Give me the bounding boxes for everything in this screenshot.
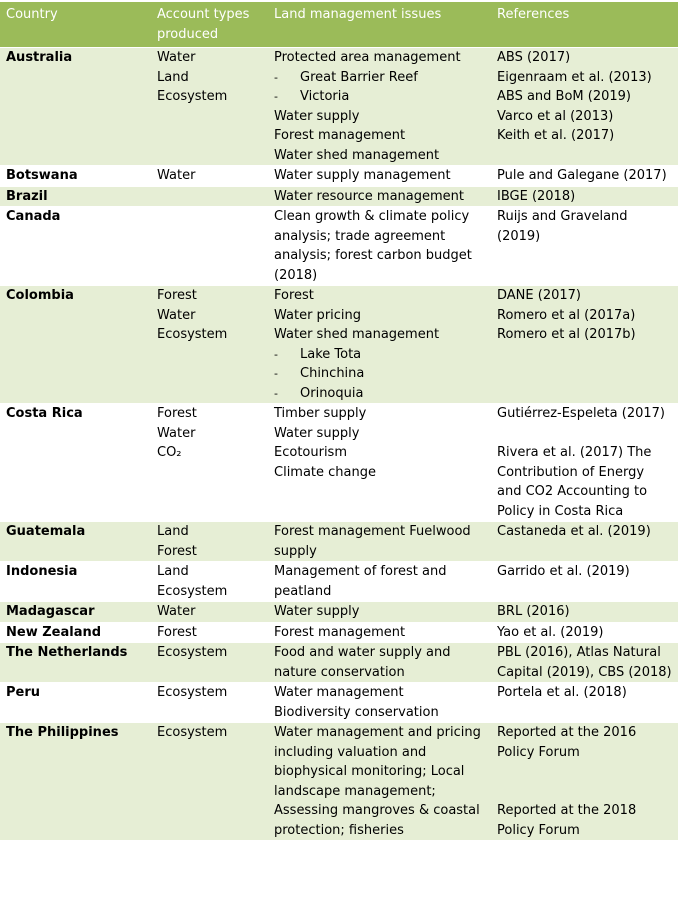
reference-spacer (497, 424, 672, 444)
country-cell: Madagascar (0, 602, 151, 623)
references-cell (491, 602, 678, 623)
table-row (0, 207, 678, 286)
header-land-management-issues: Land management issues (268, 2, 491, 48)
country-cell: The Netherlands (0, 643, 151, 683)
land-management-issues-cell (268, 562, 491, 602)
account-types-cell (151, 622, 268, 643)
country-cell: Peru (0, 683, 151, 723)
account-type: Water (157, 307, 196, 323)
reference-item: Reported at the 2016 Policy Forum (497, 725, 637, 760)
account-type: Forest (157, 406, 197, 421)
header-references: References (491, 2, 678, 48)
reference-item: Varco et al (2013) (497, 108, 614, 124)
account-types-cell (151, 562, 268, 602)
reference-item: Rivera et al. (2017) The Contribution of Energy and CO2 Accounting to Policy in Costa Rica (497, 445, 652, 519)
table-row (0, 602, 678, 623)
country-cell: Canada (0, 207, 151, 286)
account-type: Forest (157, 624, 197, 640)
account-type: Forest (157, 543, 197, 559)
land-management-issues-cell (268, 404, 491, 522)
reference-item: Garrido et al. (2019) (497, 564, 630, 579)
reference-item: Yao et al. (2019) (497, 624, 604, 640)
issue-item: Forest management Fuelwood supply (274, 524, 471, 559)
account-type: Ecosystem (157, 645, 228, 660)
account-types-cell (151, 602, 268, 623)
account-types-cell (151, 643, 268, 683)
land-management-issues-cell (268, 643, 491, 683)
account-type: Ecosystem (157, 685, 228, 700)
country-cell: Australia (0, 48, 151, 166)
country-accounts-table (0, 2, 678, 840)
reference-item: ABS and BoM (2019) (497, 89, 632, 104)
issue-item: Forest (274, 288, 314, 303)
issue-item: Food and water supply and nature conservation (274, 645, 451, 680)
account-types-cell (151, 207, 268, 286)
account-type: Ecosystem (157, 725, 228, 740)
reference-item: Ruijs and Graveland (2019) (497, 209, 628, 244)
issue-item: Clean growth & climate policy analysis; trade agreement analysis; forest carbon budget (2018) (274, 209, 472, 283)
table-header-row (0, 2, 678, 48)
country-cell: Botswana (0, 166, 151, 187)
account-type: Ecosystem (157, 583, 228, 599)
reference-item: IBGE (2018) (497, 188, 576, 204)
issue-item: Forest management (274, 624, 406, 640)
reference-item: Castaneda et al. (2019) (497, 524, 651, 539)
account-types-cell (151, 404, 268, 522)
table-body (0, 48, 678, 841)
table-row (0, 166, 678, 187)
references-cell (491, 166, 678, 187)
reference-item: Portela et al. (2018) (497, 685, 627, 700)
issue-item: Water supply (274, 108, 360, 124)
references-cell (491, 286, 678, 404)
account-type: Water (157, 425, 196, 441)
country-cell: Costa Rica (0, 404, 151, 522)
reference-item: ABS (2017) (497, 50, 571, 65)
issue-item: Management of forest and peatland (274, 564, 447, 599)
land-management-issues-cell (268, 622, 491, 643)
table-row (0, 404, 678, 522)
references-cell (491, 186, 678, 207)
references-cell (491, 622, 678, 643)
issue-item: Biodiversity conservation (274, 704, 439, 720)
issue-item: Water supply management (274, 168, 451, 183)
table-row (0, 683, 678, 723)
account-type: Ecosystem (157, 327, 228, 342)
land-management-issues-cell (268, 166, 491, 187)
account-types-cell (151, 166, 268, 187)
account-type: CO₂ (157, 445, 182, 460)
account-type: Land (157, 524, 189, 539)
issue-item: Water pricing (274, 307, 362, 323)
issue-item: Water management (274, 685, 404, 700)
account-type: Ecosystem (157, 89, 228, 104)
reference-item: DANE (2017) (497, 288, 581, 303)
account-types-cell (151, 48, 268, 166)
account-type: Land (157, 69, 189, 85)
issue-item: Water shed management (274, 147, 440, 163)
account-type: Water (157, 604, 196, 619)
country-cell: Brazil (0, 186, 151, 207)
issue-sub-item: - Lake Tota (274, 345, 485, 365)
reference-item: Romero et al (2017b) (497, 327, 636, 342)
references-cell (491, 562, 678, 602)
land-management-issues-cell (268, 186, 491, 207)
land-management-issues-cell (268, 48, 491, 166)
header-country: Country (0, 2, 151, 48)
country-cell: Colombia (0, 286, 151, 404)
references-cell (491, 683, 678, 723)
country-cell: New Zealand (0, 622, 151, 643)
land-management-issues-cell (268, 723, 491, 841)
table-row (0, 48, 678, 166)
references-cell (491, 404, 678, 522)
reference-spacer (497, 762, 672, 782)
land-management-issues-cell (268, 683, 491, 723)
issue-item: Water management and pricing including valuation and biophysical monitoring; Local landscape management; Assessing mangroves & coastal protection; fisheries (274, 725, 481, 838)
issue-sub-item: - Victoria (274, 87, 485, 107)
account-types-cell (151, 522, 268, 562)
table-row (0, 186, 678, 207)
land-management-issues-cell (268, 286, 491, 404)
issue-sub-item: - Great Barrier Reef (274, 68, 485, 88)
country-cell: The Philippines (0, 723, 151, 841)
account-types-cell (151, 723, 268, 841)
issue-item: Ecotourism (274, 445, 347, 460)
issue-item: Water resource management (274, 188, 465, 204)
reference-item: Reported at the 2018 Policy Forum (497, 803, 637, 838)
account-types-cell (151, 286, 268, 404)
land-management-issues-cell (268, 207, 491, 286)
issue-sub-item: - Orinoquia (274, 384, 485, 404)
account-types-cell (151, 186, 268, 207)
issue-item: Water supply (274, 425, 360, 441)
reference-spacer (497, 782, 672, 802)
country-cell: Guatemala (0, 522, 151, 562)
references-cell (491, 207, 678, 286)
table-row (0, 643, 678, 683)
issue-item: Timber supply (274, 406, 367, 421)
issue-item: Climate change (274, 464, 377, 480)
table-row (0, 562, 678, 602)
issue-item: Protected area management (274, 50, 461, 65)
table-row (0, 723, 678, 841)
account-type: Forest (157, 288, 197, 303)
issue-sub-item: - Chinchina (274, 364, 485, 384)
table-row (0, 286, 678, 404)
account-type: Water (157, 168, 196, 183)
issue-item: Water supply (274, 604, 360, 619)
land-management-issues-cell (268, 522, 491, 562)
country-cell: Indonesia (0, 562, 151, 602)
reference-item: Gutiérrez-Espeleta (2017) (497, 406, 665, 421)
references-cell (491, 522, 678, 562)
reference-item: Keith et al. (2017) (497, 128, 615, 143)
references-cell (491, 643, 678, 683)
table-row (0, 522, 678, 562)
issue-item: Water shed management (274, 327, 440, 342)
reference-item: BRL (2016) (497, 604, 570, 619)
reference-item: PBL (2016), Atlas Natural Capital (2019), CBS (2018) (497, 645, 672, 680)
account-types-cell (151, 683, 268, 723)
land-management-issues-cell (268, 602, 491, 623)
table-row (0, 622, 678, 643)
issue-item: Forest management (274, 128, 406, 143)
references-cell (491, 48, 678, 166)
reference-item: Eigenraam et al. (2013) (497, 69, 652, 85)
account-type: Water (157, 50, 196, 65)
account-type: Land (157, 564, 189, 579)
references-cell (491, 723, 678, 841)
reference-item: Romero et al (2017a) (497, 307, 636, 323)
reference-item: Pule and Galegane (2017) (497, 168, 667, 183)
header-account-types: Account types produced (151, 2, 268, 48)
